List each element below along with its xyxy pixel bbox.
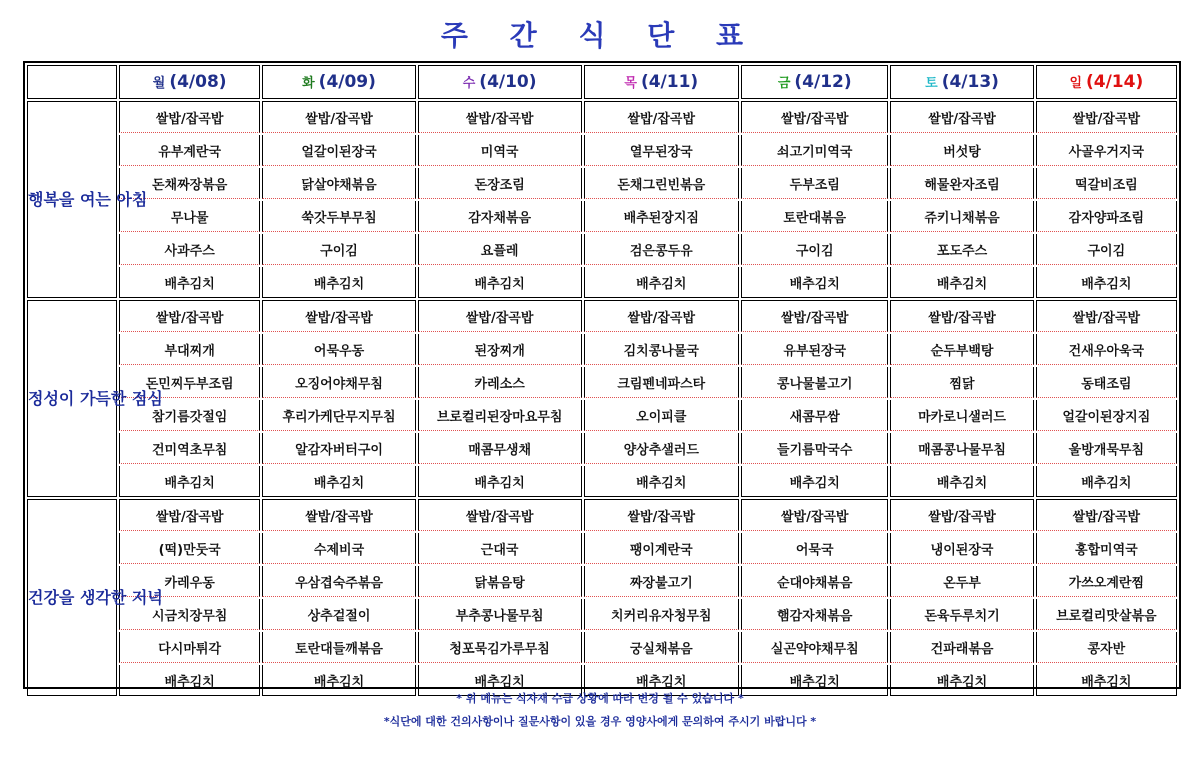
menu-item: 쌀밥/잡곡밥 bbox=[741, 101, 888, 133]
menu-item: 배추김치 bbox=[262, 665, 416, 696]
menu-item: 배추된장지짐 bbox=[584, 201, 740, 232]
menu-item: 건미역초무침 bbox=[119, 433, 260, 464]
menu-row bbox=[27, 566, 1177, 597]
weekly-menu-table bbox=[23, 61, 1181, 689]
menu-item: 얼갈이된장지짐 bbox=[1036, 400, 1177, 431]
menu-item: 배추김치 bbox=[1036, 665, 1177, 696]
menu-item: 수제비국 bbox=[262, 533, 416, 564]
menu-item: 감자채볶음 bbox=[418, 201, 582, 232]
menu-item: 배추김치 bbox=[584, 466, 740, 497]
menu-item: 찜닭 bbox=[890, 367, 1033, 398]
menu-item: 쌀밥/잡곡밥 bbox=[418, 499, 582, 531]
day-badge: 목 bbox=[624, 76, 637, 91]
menu-item: 치커리유자청무침 bbox=[584, 599, 740, 630]
day-date: (4/09) bbox=[318, 72, 376, 92]
menu-item: 오이피클 bbox=[584, 400, 740, 431]
menu-item: 구이김 bbox=[1036, 234, 1177, 265]
day-header bbox=[119, 65, 260, 99]
menu-item: 쌀밥/잡곡밥 bbox=[119, 499, 260, 531]
menu-item: 쌀밥/잡곡밥 bbox=[584, 300, 740, 332]
menu-item: 실곤약야채무침 bbox=[741, 632, 888, 663]
menu-item: 알감자버터구이 bbox=[262, 433, 416, 464]
day-badge: 토 bbox=[925, 76, 938, 91]
menu-item: 쑥갓두부무침 bbox=[262, 201, 416, 232]
menu-item: 쥬키니채볶음 bbox=[890, 201, 1033, 232]
menu-item: 쌀밥/잡곡밥 bbox=[584, 101, 740, 133]
menu-item: 닭볶음탕 bbox=[418, 566, 582, 597]
notice-contact: *식단에 대한 건의사항이나 질문사항이 있을 경우 영양사에게 문의하여 주시기 바랍니다 * bbox=[383, 715, 817, 728]
menu-item: 돈민찌두부조림 bbox=[119, 367, 260, 398]
day-date: (4/13) bbox=[941, 72, 999, 92]
day-date: (4/12) bbox=[794, 72, 852, 92]
menu-row bbox=[27, 168, 1177, 199]
menu-item: 돈장조림 bbox=[418, 168, 582, 199]
menu-item: 배추김치 bbox=[119, 267, 260, 298]
menu-item: 배추김치 bbox=[1036, 466, 1177, 497]
menu-item: 부추콩나물무침 bbox=[418, 599, 582, 630]
menu-item: 돈채그린빈볶음 bbox=[584, 168, 740, 199]
day-badge: 화 bbox=[302, 76, 315, 91]
menu-item: 쌀밥/잡곡밥 bbox=[741, 300, 888, 332]
menu-item: 배추김치 bbox=[1036, 267, 1177, 298]
menu-item: 쌀밥/잡곡밥 bbox=[890, 300, 1033, 332]
menu-row bbox=[27, 135, 1177, 166]
menu-item: 궁실채볶음 bbox=[584, 632, 740, 663]
menu-item: 미역국 bbox=[418, 135, 582, 166]
menu-row bbox=[27, 300, 1177, 332]
day-date: (4/08) bbox=[169, 72, 227, 92]
menu-item: 쌀밥/잡곡밥 bbox=[262, 101, 416, 133]
menu-item: 토란대들깨볶음 bbox=[262, 632, 416, 663]
menu-row bbox=[27, 499, 1177, 531]
meal-label: 행복을 여는 아침 bbox=[27, 101, 117, 298]
menu-item: 배추김치 bbox=[741, 466, 888, 497]
menu-item: 배추김치 bbox=[262, 466, 416, 497]
menu-item: 시금치장무침 bbox=[119, 599, 260, 630]
menu-item: 마카로니샐러드 bbox=[890, 400, 1033, 431]
day-header-row bbox=[27, 65, 1177, 99]
day-header bbox=[584, 65, 740, 99]
menu-item: 동태조림 bbox=[1036, 367, 1177, 398]
menu-item: 홍합미역국 bbox=[1036, 533, 1177, 564]
menu-item: 어묵국 bbox=[741, 533, 888, 564]
menu-item: 짜장불고기 bbox=[584, 566, 740, 597]
menu-item: 카레소스 bbox=[418, 367, 582, 398]
menu-item: 쌀밥/잡곡밥 bbox=[890, 499, 1033, 531]
menu-item: 가쓰오계란찜 bbox=[1036, 566, 1177, 597]
menu-item: 쇠고기미역국 bbox=[741, 135, 888, 166]
menu-item: 냉이된장국 bbox=[890, 533, 1033, 564]
day-date: (4/11) bbox=[640, 72, 699, 92]
menu-item: 돈육두루치기 bbox=[890, 599, 1033, 630]
menu-item: 후리가케단무지무침 bbox=[262, 400, 416, 431]
day-badge: 월 bbox=[152, 76, 166, 91]
menu-item: 해물완자조림 bbox=[890, 168, 1033, 199]
menu-item: 쌀밥/잡곡밥 bbox=[418, 300, 582, 332]
menu-item: 포도주스 bbox=[890, 234, 1033, 265]
menu-item: 순대야채볶음 bbox=[741, 566, 888, 597]
menu-item: 쌀밥/잡곡밥 bbox=[584, 499, 740, 531]
menu-row bbox=[27, 267, 1177, 298]
menu-row bbox=[27, 201, 1177, 232]
menu-item: 배추김치 bbox=[584, 665, 740, 696]
meal-label: 건강을 생각한 저녁 bbox=[27, 499, 117, 696]
menu-item: 쌀밥/잡곡밥 bbox=[1036, 300, 1177, 332]
menu-item: 쌀밥/잡곡밥 bbox=[119, 101, 260, 133]
menu-item: 구이김 bbox=[262, 234, 416, 265]
corner-cell bbox=[27, 65, 117, 99]
menu-item: 유부계란국 bbox=[119, 135, 260, 166]
menu-item: 브로컬리맛살볶음 bbox=[1036, 599, 1177, 630]
menu-item: 매콤콩나물무침 bbox=[890, 433, 1033, 464]
menu-item: 배추김치 bbox=[741, 665, 888, 696]
menu-item: 팽이계란국 bbox=[584, 533, 740, 564]
menu-item: 쌀밥/잡곡밥 bbox=[1036, 101, 1177, 133]
menu-item: 토란대볶음 bbox=[741, 201, 888, 232]
meal-label: 정성이 가득한 점심 bbox=[27, 300, 117, 497]
notice-change: * 위 메뉴는 식자재 수급 상황에 따라 변경 될 수 있습니다 * bbox=[456, 692, 744, 705]
menu-item: 부대찌개 bbox=[119, 334, 260, 365]
menu-item: 얼갈이된장국 bbox=[262, 135, 416, 166]
menu-item: 브로컬리된장마요무침 bbox=[418, 400, 582, 431]
menu-item: 쌀밥/잡곡밥 bbox=[119, 300, 260, 332]
day-header bbox=[890, 65, 1033, 99]
menu-item: 구이김 bbox=[741, 234, 888, 265]
menu-item: 쌀밥/잡곡밥 bbox=[262, 300, 416, 332]
page-title: 주 간 식 단 표 bbox=[440, 19, 760, 52]
menu-item: 양상추샐러드 bbox=[584, 433, 740, 464]
menu-row bbox=[27, 599, 1177, 630]
menu-row bbox=[27, 533, 1177, 564]
menu-row bbox=[27, 433, 1177, 464]
menu-item: 순두부백탕 bbox=[890, 334, 1033, 365]
menu-grid bbox=[25, 63, 1179, 698]
menu-item: 사골우거지국 bbox=[1036, 135, 1177, 166]
menu-item: 우삼겹숙주볶음 bbox=[262, 566, 416, 597]
day-header bbox=[262, 65, 416, 99]
menu-item: 상추겉절이 bbox=[262, 599, 416, 630]
menu-row bbox=[27, 632, 1177, 663]
menu-item: 오징어야채무침 bbox=[262, 367, 416, 398]
menu-row bbox=[27, 367, 1177, 398]
menu-item: 배추김치 bbox=[584, 267, 740, 298]
menu-item: 두부조림 bbox=[741, 168, 888, 199]
day-date: (4/14) bbox=[1086, 72, 1144, 92]
menu-item: 건새우아욱국 bbox=[1036, 334, 1177, 365]
menu-item: 햄감자채볶음 bbox=[741, 599, 888, 630]
menu-item: 카레우동 bbox=[119, 566, 260, 597]
day-badge: 일 bbox=[1069, 76, 1082, 91]
day-header bbox=[1036, 65, 1177, 99]
menu-item: 배추김치 bbox=[119, 665, 260, 696]
menu-item: 배추김치 bbox=[119, 466, 260, 497]
menu-item: 배추김치 bbox=[262, 267, 416, 298]
menu-item: 배추김치 bbox=[890, 466, 1033, 497]
menu-item: 감자양파조림 bbox=[1036, 201, 1177, 232]
menu-item: 콩자반 bbox=[1036, 632, 1177, 663]
menu-item: 열무된장국 bbox=[584, 135, 740, 166]
menu-item: 크림펜네파스타 bbox=[584, 367, 740, 398]
menu-item: 쌀밥/잡곡밥 bbox=[262, 499, 416, 531]
menu-item: 콩나물불고기 bbox=[741, 367, 888, 398]
menu-item: 어묵우동 bbox=[262, 334, 416, 365]
day-header bbox=[418, 65, 582, 99]
menu-item: 검은콩두유 bbox=[584, 234, 740, 265]
menu-item: 배추김치 bbox=[890, 665, 1033, 696]
menu-item: 유부된장국 bbox=[741, 334, 888, 365]
menu-item: 울방개묵무침 bbox=[1036, 433, 1177, 464]
day-date: (4/10) bbox=[479, 72, 537, 92]
menu-item: 배추김치 bbox=[418, 665, 582, 696]
menu-row bbox=[27, 466, 1177, 497]
menu-item: 들기름막국수 bbox=[741, 433, 888, 464]
menu-item: 배추김치 bbox=[741, 267, 888, 298]
menu-item: 건파래볶음 bbox=[890, 632, 1033, 663]
menu-row bbox=[27, 234, 1177, 265]
menu-item: 쌀밥/잡곡밥 bbox=[890, 101, 1033, 133]
menu-row bbox=[27, 400, 1177, 431]
menu-item: 온두부 bbox=[890, 566, 1033, 597]
day-header bbox=[741, 65, 888, 99]
day-badge: 수 bbox=[462, 76, 476, 91]
menu-item: 돈채짜장볶음 bbox=[119, 168, 260, 199]
menu-item: 쌀밥/잡곡밥 bbox=[1036, 499, 1177, 531]
menu-item: 청포묵김가루무침 bbox=[418, 632, 582, 663]
menu-item: 매콤무생채 bbox=[418, 433, 582, 464]
day-badge: 금 bbox=[777, 76, 791, 91]
menu-item: 쌀밥/잡곡밥 bbox=[741, 499, 888, 531]
menu-item: 무나물 bbox=[119, 201, 260, 232]
menu-item: 버섯탕 bbox=[890, 135, 1033, 166]
menu-item: 근대국 bbox=[418, 533, 582, 564]
menu-item: 떡갈비조림 bbox=[1036, 168, 1177, 199]
menu-item: 닭살야채볶음 bbox=[262, 168, 416, 199]
menu-item: 배추김치 bbox=[418, 267, 582, 298]
menu-item: 김치콩나물국 bbox=[584, 334, 740, 365]
menu-row bbox=[27, 334, 1177, 365]
menu-item: 배추김치 bbox=[890, 267, 1033, 298]
menu-item: 새콤무쌈 bbox=[741, 400, 888, 431]
menu-item: 된장찌개 bbox=[418, 334, 582, 365]
menu-item: (떡)만둣국 bbox=[119, 533, 260, 564]
menu-item: 다시마튀각 bbox=[119, 632, 260, 663]
menu-item: 사과주스 bbox=[119, 234, 260, 265]
menu-row bbox=[27, 101, 1177, 133]
menu-item: 요플레 bbox=[418, 234, 582, 265]
menu-item: 쌀밥/잡곡밥 bbox=[418, 101, 582, 133]
menu-item: 배추김치 bbox=[418, 466, 582, 497]
menu-item: 참기름갓절임 bbox=[119, 400, 260, 431]
